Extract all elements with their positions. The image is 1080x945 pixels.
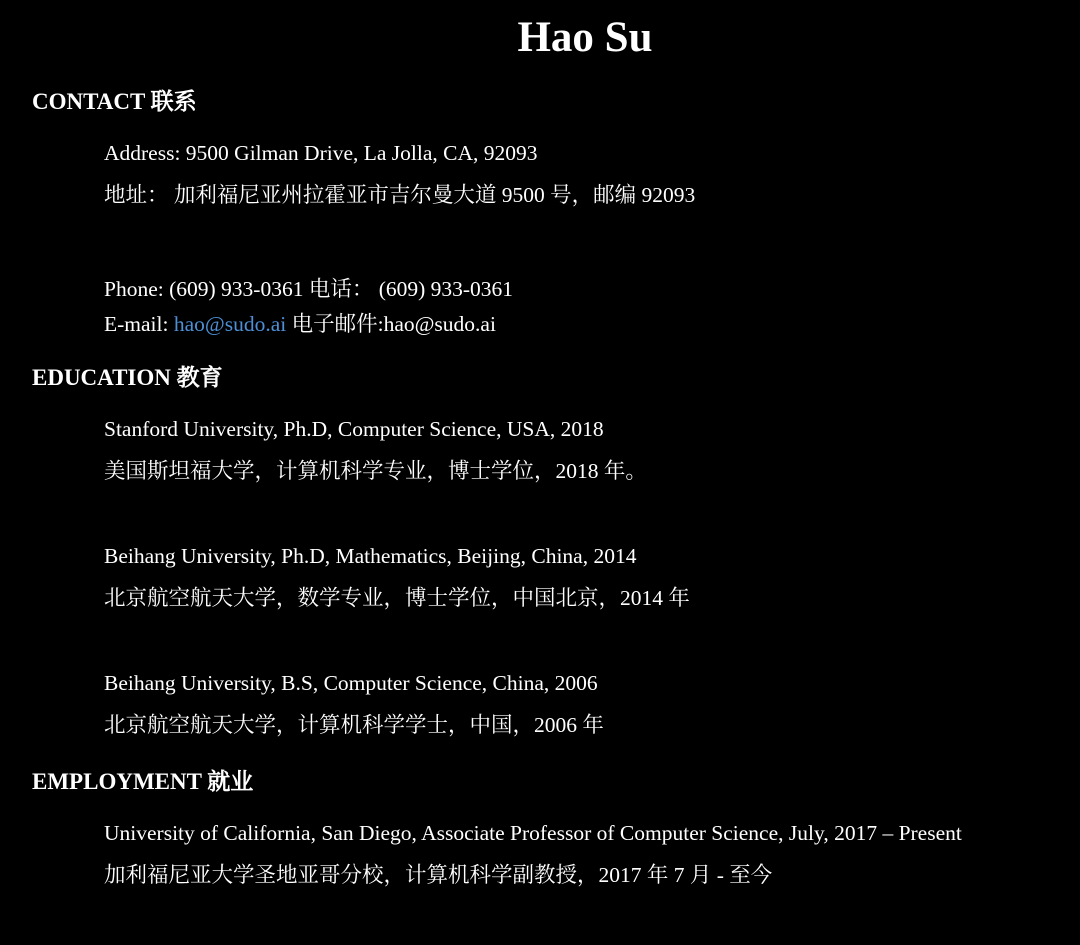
education-entry-zh: 北京航空航天大学，数学专业，博士学位，中国北京，2014 年: [104, 586, 690, 610]
employment-entry-en: University of California, San Diego, Associate Professor of Computer Science, July, 2017 – Present: [104, 821, 962, 845]
email-link[interactable]: hao@sudo.ai: [173, 312, 287, 336]
education-entry-en: Beihang University, Ph.D, Mathematics, Beijing, China, 2014: [104, 544, 637, 568]
phone-line: Phone: (609) 933-0361 电话： (609) 933-0361: [104, 277, 514, 301]
contact-section-heading: CONTACT 联系: [32, 89, 197, 114]
education-entry-zh: 美国斯坦福大学，计算机科学专业，博士学位，2018 年。: [104, 459, 647, 483]
education-entry-en: Stanford University, Ph.D, Computer Science, USA, 2018: [104, 417, 604, 441]
education-entry: [104, 662, 1080, 746]
employment-entry: [104, 812, 1080, 896]
email-suffix: 电子邮件:hao@sudo.ai: [286, 312, 496, 336]
email-label: E-mail:: [104, 312, 174, 336]
page-title: Hao Su: [517, 14, 653, 61]
resume-page: [0, 12, 1080, 945]
email-line: [104, 307, 1080, 342]
employment-entry-zh: 加利福尼亚大学圣地亚哥分校，计算机科学副教授，2017 年 7 月 - 至今: [104, 863, 773, 887]
phone-email-block: [104, 272, 1080, 342]
contact-section: [0, 88, 1080, 342]
employment-section: [0, 768, 1080, 896]
address-block: [104, 132, 1080, 216]
education-entry-zh: 北京航空航天大学，计算机科学学士，中国，2006 年: [104, 713, 604, 737]
education-section-heading: EDUCATION 教育: [32, 365, 223, 390]
employment-section-heading: EMPLOYMENT 就业: [32, 769, 254, 794]
address-line-zh: 地址： 加利福尼亚州拉霍亚市吉尔曼大道 9500 号，邮编 92093: [104, 183, 696, 207]
education-entry: [104, 535, 1080, 619]
education-section: [0, 364, 1080, 746]
education-entry-en: Beihang University, B.S, Computer Science, China, 2006: [104, 671, 598, 695]
address-line-en: Address: 9500 Gilman Drive, La Jolla, CA, 92093: [104, 141, 538, 165]
education-entry: [104, 408, 1080, 492]
